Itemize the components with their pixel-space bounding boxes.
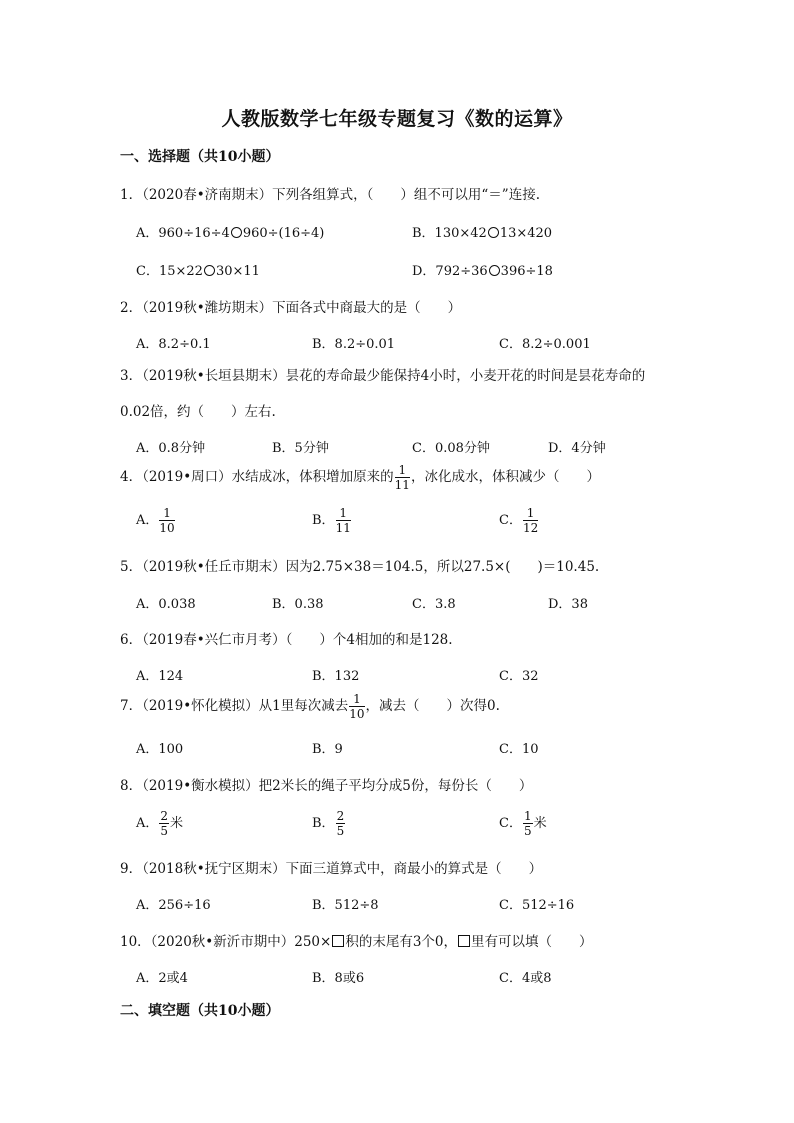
question-4-option-a: A． $\frac{1}{10}$ — [136, 506, 175, 535]
question-4-option-b: B． $\frac{1}{11}$ — [312, 506, 351, 535]
question-9-option-a: A．256÷16 — [136, 898, 211, 913]
question-2-option-a: A．8.2÷0.1 — [136, 337, 211, 352]
question-4-stem: 4．（2019•周口）水结成冰，体积增加原来的 $\frac{1}{11}$ ，冰化成水，体积减少（ ） — [120, 463, 600, 492]
question-5-option-b: B．0.38 — [272, 597, 324, 612]
question-3-option-b: B．5分钟 — [272, 441, 329, 456]
question-9-option-c: C．512÷16 — [499, 898, 575, 913]
question-2-option-c: C．8.2÷0.001 — [499, 337, 591, 352]
question-8-option-a: A． $\frac{2}{5}$ 米 — [136, 809, 184, 838]
question-10-option-b: B．8或6 — [312, 971, 365, 986]
question-6-stem: 6．（2019春•兴仁市月考）（ ）个4相加的和是128. — [120, 632, 453, 648]
fraction: $\frac{1}{11}$ — [394, 463, 410, 492]
question-1-option-d: D．792÷36 396÷18 — [412, 264, 553, 279]
question-8-option-c: C． $\frac{1}{5}$ 米 — [499, 809, 547, 838]
question-1-option-a: A．960÷16÷4 960÷(16÷4) — [136, 226, 325, 241]
question-8-stem: 8．（2019•衡水模拟）把2米长的绳子平均分成5份，每份长（ ） — [120, 778, 533, 794]
question-3-option-a: A．0.8分钟 — [136, 441, 206, 456]
question-8-option-b: B． $\frac{2}{5}$ — [312, 809, 345, 838]
question-1-option-c: C．15×22 30×11 — [136, 264, 260, 279]
section-heading-choice: 一、选择题（共10小题） — [120, 149, 280, 165]
question-6-option-a: A．124 — [136, 669, 184, 684]
question-1-option-b: B．130×42 13×420 — [412, 226, 553, 241]
question-2-option-b: B．8.2÷0.01 — [312, 337, 396, 352]
question-3-stem-line1: 3．（2019秋•长垣县期末）昙花的寿命最少能保持4小时，小麦开花的时间是昙花寿命的 — [120, 368, 646, 384]
square-box-icon — [332, 935, 344, 947]
question-6-option-b: B．132 — [312, 669, 360, 684]
question-10-option-c: C．4或8 — [499, 971, 552, 986]
question-7-option-c: C．10 — [499, 742, 539, 757]
question-5-stem: 5．（2019秋•任丘市期末）因为2.75×38＝104.5，所以27.5×( )＝10.45. — [120, 559, 600, 575]
question-7-option-b: B．9 — [312, 742, 343, 757]
question-1-stem: 1．（2020春•济南期末）下列各组算式，（ ）组不可以用“＝”连接. — [120, 187, 541, 203]
question-10-option-a: A．2或4 — [136, 971, 188, 986]
circle-icon — [488, 227, 499, 238]
question-3-option-c: C．0.08分钟 — [412, 441, 490, 456]
question-7-stem: 7．（2019•怀化模拟）从1里每次减去 $\frac{1}{10}$ ，减去（ ）次得0. — [120, 692, 500, 721]
circle-icon — [489, 265, 500, 276]
question-5-option-c: C．3.8 — [412, 597, 456, 612]
question-9-stem: 9．（2018秋•抚宁区期末）下面三道算式中，商最小的算式是（ ） — [120, 861, 543, 877]
fraction: $\frac{1}{10}$ — [349, 692, 365, 721]
square-box-icon — [458, 935, 470, 947]
question-9-option-b: B．512÷8 — [312, 898, 379, 913]
question-2-stem: 2．（2019秋•潍坊期末）下面各式中商最大的是（ ） — [120, 300, 462, 316]
question-3-stem-line2: 0.02倍，约（ ）左右. — [120, 404, 276, 420]
question-3-option-d: D．4分钟 — [548, 441, 606, 456]
question-5-option-d: D．38 — [548, 597, 588, 612]
question-6-option-c: C．32 — [499, 669, 539, 684]
circle-icon — [204, 265, 215, 276]
page-title: 人教版数学七年级专题复习《数的运算》 — [221, 108, 573, 130]
section-heading-fill-blank: 二、填空题（共10小题） — [120, 1003, 280, 1019]
question-7-option-a: A．100 — [136, 742, 184, 757]
question-4-option-c: C． $\frac{1}{12}$ — [499, 506, 539, 535]
circle-icon — [231, 227, 242, 238]
question-5-option-a: A．0.038 — [136, 597, 196, 612]
question-10-stem: 10．（2020秋•新沂市期中）250× 积的末尾有3个0， 里有可以填（ ） — [120, 934, 593, 950]
